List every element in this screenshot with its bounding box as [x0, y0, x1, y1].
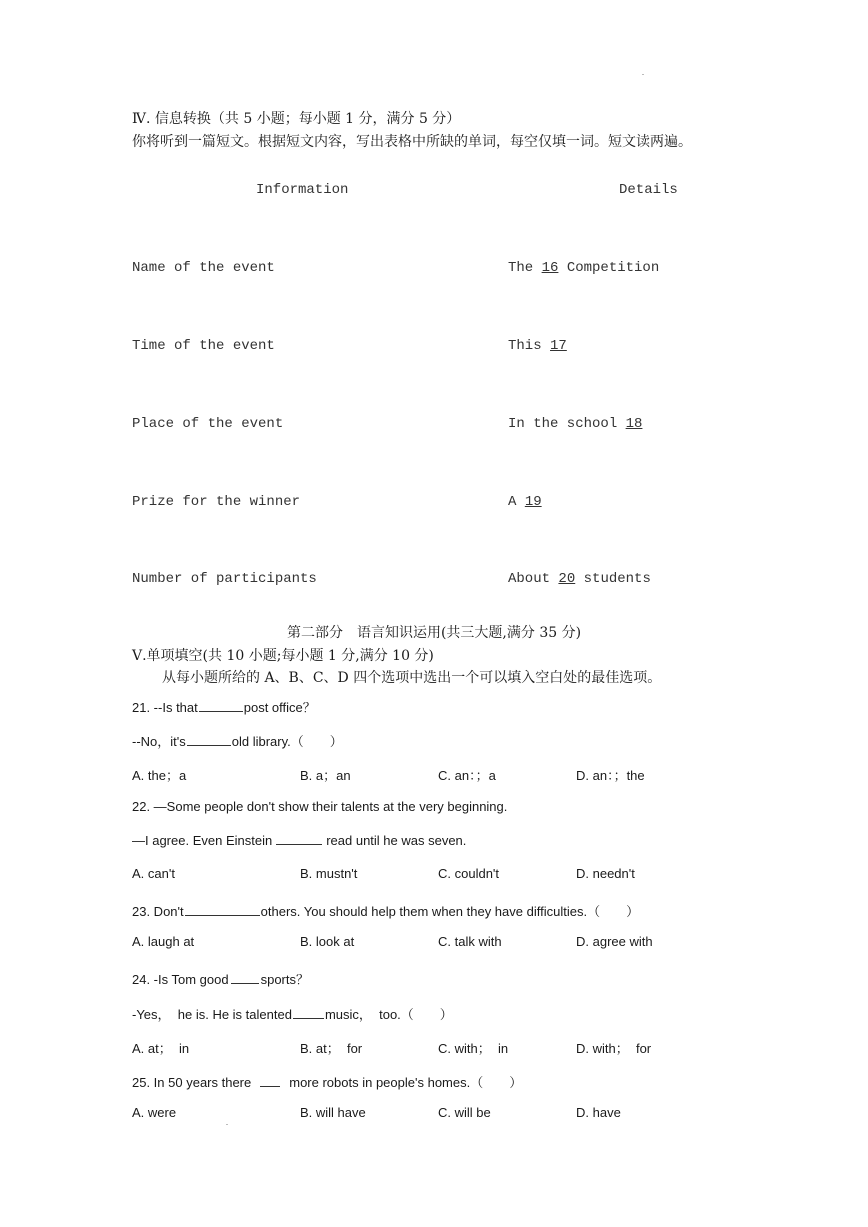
- option-b: B. mustn't: [300, 866, 358, 881]
- option-c: C. couldn't: [438, 866, 500, 881]
- table-row-label: Prize for the winner: [132, 494, 301, 510]
- blank-number: 16: [541, 260, 559, 276]
- detail-text: A: [508, 494, 525, 510]
- question-text: 24. -Is Tom good: [132, 972, 229, 987]
- question-text: others. You should help them when they have difficulties.（ ）: [260, 904, 640, 919]
- table-header-details: Details: [619, 182, 678, 198]
- question-text: 21. --Is that: [132, 700, 198, 715]
- question-text: post office？: [243, 700, 316, 715]
- answer-blank: [293, 1007, 324, 1019]
- option-d: D. needn't: [576, 866, 635, 881]
- table-row-detail: [508, 260, 659, 276]
- section-instruction: 你将听到一篇短文。根据短文内容，写出表格中所缺的单词，每空仅填一词。短文读两遍。: [132, 134, 692, 150]
- table-row-label: Time of the event: [132, 338, 275, 354]
- question-25-line-1: [132, 1072, 522, 1091]
- answer-blank: [199, 700, 243, 712]
- option-c: C. with； in: [438, 1041, 509, 1056]
- answer-blank: [231, 972, 259, 984]
- option-a: A. can't: [132, 866, 175, 881]
- option-b: B. will have: [300, 1105, 366, 1120]
- question-text: —I agree. Even Einstein: [132, 833, 273, 848]
- detail-text: Competition: [558, 260, 660, 276]
- question-text: music， too.（ ）: [324, 1007, 453, 1022]
- section-instruction: 从每小题所给的 A、B、C、D 四个选项中选出一个可以填入空白处的最佳选项。: [162, 670, 662, 686]
- option-d: D. an：；the: [576, 768, 645, 783]
- table-row-label: Number of participants: [132, 571, 317, 587]
- question-text: old library.（ ）: [231, 734, 343, 749]
- section-title: Ⅴ.单项填空(共 10 小题;每小题 1 分,满分 10 分): [132, 648, 434, 664]
- detail-text: This: [508, 338, 551, 354]
- option-c: C. an：；a: [438, 768, 496, 783]
- question-23-line-1: [132, 901, 639, 920]
- option-b: B. at； for: [300, 1041, 363, 1056]
- table-header-information: Information: [256, 182, 349, 198]
- question-text: 25. In 50 years there: [132, 1075, 252, 1090]
- question-24-line-2: [132, 1004, 453, 1023]
- option-d: D. with； for: [576, 1041, 652, 1056]
- blank-number: 19: [524, 494, 542, 510]
- option-a: A. at； in: [132, 1041, 190, 1056]
- option-a: A. laugh at: [132, 934, 195, 949]
- question-text: more robots in people's homes.（ ）: [289, 1075, 523, 1090]
- option-c: C. talk with: [438, 934, 502, 949]
- table-row-detail: [508, 416, 642, 432]
- part-title: 第二部分 语言知识运用(共三大题,满分 35 分): [286, 625, 582, 641]
- blank-number: 20: [558, 571, 576, 587]
- option-a: A. were: [132, 1105, 177, 1120]
- question-24-line-1: [132, 969, 309, 988]
- question-22-line-2: [132, 833, 466, 848]
- option-d: D. agree with: [576, 934, 653, 949]
- question-text: read until he was seven.: [326, 833, 467, 848]
- answer-blank: [187, 734, 231, 746]
- question-text: sports？: [260, 972, 309, 987]
- answer-blank: [276, 833, 322, 845]
- detail-text: students: [575, 571, 651, 587]
- question-21-line-2: [132, 731, 343, 750]
- question-text: -Yes， he is. He is talented: [132, 1007, 292, 1022]
- answer-blank: [185, 904, 260, 916]
- option-a: A. the；a: [132, 768, 187, 783]
- question-22-line-1: 22. —Some people don't show their talents at the very beginning.: [132, 799, 508, 814]
- table-row-detail: [508, 338, 567, 354]
- answer-blank: [260, 1078, 280, 1087]
- detail-text: The: [508, 260, 542, 276]
- option-b: B. a；an: [300, 768, 351, 783]
- option-b: B. look at: [300, 934, 355, 949]
- table-row-label: Name of the event: [132, 260, 275, 276]
- table-row-label: Place of the event: [132, 416, 284, 432]
- section-title: Ⅳ. 信息转换（共 5 小题；每小题 1 分，满分 5 分）: [132, 111, 461, 127]
- blank-number: 17: [550, 338, 567, 354]
- question-text: 23. Don't: [132, 904, 184, 919]
- question-21-line-1: [132, 697, 316, 716]
- detail-text: In the school: [508, 416, 626, 432]
- detail-text: About: [508, 571, 559, 587]
- question-text: --No，it's: [132, 734, 186, 749]
- table-row-detail: [508, 494, 542, 510]
- blank-number: 18: [625, 416, 643, 432]
- option-d: D. have: [576, 1105, 621, 1120]
- option-c: C. will be: [438, 1105, 491, 1120]
- scan-speck: [226, 1124, 228, 1125]
- table-row-detail: [508, 571, 651, 587]
- scan-speck: [642, 74, 644, 75]
